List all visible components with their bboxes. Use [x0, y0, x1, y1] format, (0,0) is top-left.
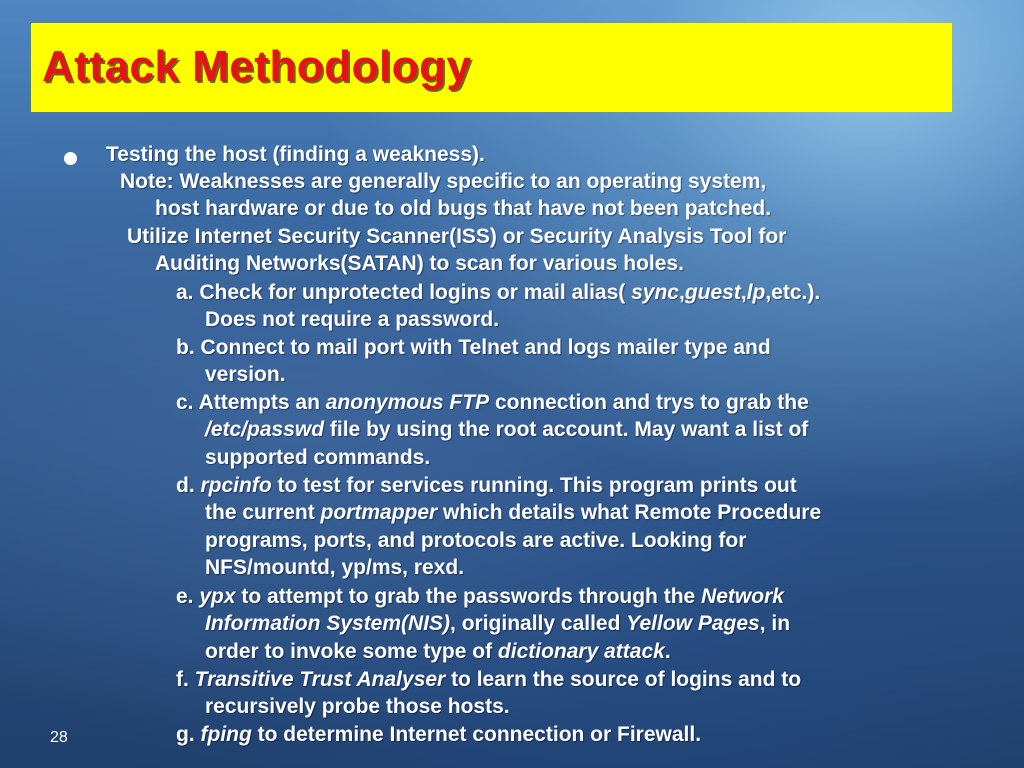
item-a-prefix: a. Check for unprotected logins or mail alias(	[176, 281, 632, 304]
item-c-prefix: c. Attempts an	[176, 391, 326, 414]
bullet-dot	[64, 152, 77, 165]
item-e-line-3	[205, 638, 671, 665]
item-d-line-1-rest: to test for services running. This program prints out	[271, 474, 797, 497]
item-c-line-1	[176, 389, 809, 416]
item-d-line-2-pre: the current	[205, 501, 321, 524]
item-a-sync: sync	[631, 281, 679, 304]
item-g-line-1-rest: to determine Internet connection or Firewall.	[251, 723, 702, 746]
item-a-suffix: ,etc.).	[765, 281, 821, 304]
item-e-prefix: e.	[176, 585, 200, 608]
item-g-line-1	[176, 721, 701, 748]
item-a-lp: lp	[746, 281, 766, 304]
item-e-nis: Information System(NIS)	[205, 612, 451, 635]
item-d-line-2-rest: which details what Remote Procedure	[437, 501, 822, 524]
item-e-line-3-pre: order to invoke some type of	[205, 640, 498, 663]
item-e-network: Network	[701, 585, 784, 608]
item-d-portmapper: portmapper	[320, 501, 438, 524]
item-c-anonymous-ftp: anonymous FTP	[325, 391, 490, 414]
item-e-line-1-mid: to attempt to grab the passwords through the	[235, 585, 702, 608]
item-e-dictionary-attack: dictionary attack	[497, 640, 665, 663]
slide-title: Attack Methodology	[42, 42, 472, 91]
item-a-line-2: Does not require a password.	[205, 308, 500, 331]
bullet-main-text: Testing the host (finding a weakness).	[106, 143, 485, 166]
item-f-line-1	[176, 666, 801, 693]
item-c-mid: connection and trys to grab the	[489, 391, 809, 414]
item-d-line-2	[205, 499, 821, 526]
item-d-prefix: d.	[176, 474, 201, 497]
item-e-yellow-pages: Yellow Pages	[626, 612, 760, 635]
item-e-line-2-mid: , originally called	[450, 612, 627, 635]
item-e-line-3-end: .	[664, 640, 671, 663]
item-f-line-2: recursively probe those hosts.	[205, 695, 510, 718]
item-c-line-3: supported commands.	[205, 446, 431, 469]
item-d-rpcinfo: rpcinfo	[200, 474, 272, 497]
item-d-line-1	[176, 472, 797, 499]
title-banner	[31, 23, 952, 112]
item-d-line-3: programs, ports, and protocols are active. Looking for	[205, 529, 747, 552]
item-g-prefix: g.	[176, 723, 201, 746]
page-number: 28	[50, 729, 68, 746]
item-a-comma-1: ,	[678, 281, 685, 304]
item-a-comma-2: ,	[740, 281, 747, 304]
utilize-line-1: Utilize Internet Security Scanner(ISS) or Security Analysis Tool for	[127, 225, 787, 248]
note-line-1: Note: Weaknesses are generally specific to an operating system,	[120, 170, 767, 193]
item-d-line-4: NFS/mountd, yp/ms, rexd.	[205, 556, 465, 579]
note-line-2: host hardware or due to old bugs that have not been patched.	[155, 197, 772, 220]
item-a-guest: guest	[684, 281, 741, 304]
item-e-line-2	[205, 610, 790, 637]
item-c-line-2	[205, 416, 808, 443]
item-e-ypx: ypx	[199, 585, 236, 608]
item-c-line-2-rest: file by using the root account. May want a list of	[324, 418, 809, 441]
item-a-line-1	[176, 279, 820, 306]
item-b-line-1: b. Connect to mail port with Telnet and logs mailer type and	[176, 336, 771, 359]
item-c-etc-passwd: /etc/passwd	[205, 418, 325, 441]
item-b-line-2: version.	[205, 363, 286, 386]
item-f-tta: Transitive Trust Analyser	[194, 668, 446, 691]
item-f-prefix: f.	[176, 668, 195, 691]
item-g-fping: fping	[200, 723, 252, 746]
item-e-line-1	[176, 583, 784, 610]
item-f-line-1-rest: to learn the source of logins and to	[445, 668, 802, 691]
utilize-line-2: Auditing Networks(SATAN) to scan for various holes.	[155, 252, 684, 275]
item-e-line-2-end: , in	[759, 612, 791, 635]
